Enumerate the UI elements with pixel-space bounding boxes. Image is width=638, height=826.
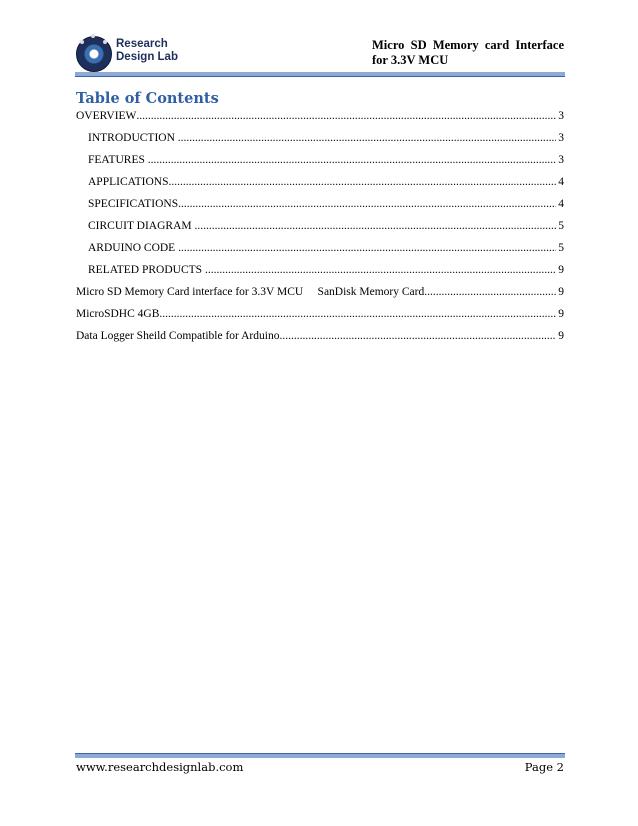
toc-entry[interactable] — [76, 110, 564, 128]
toc-entry[interactable] — [88, 198, 564, 216]
toc-entry[interactable] — [76, 330, 564, 348]
logo-dot-icon — [91, 34, 95, 38]
toc-entry-label: Micro SD Memory Card interface for 3.3V MCU SanDisk Memory Card — [76, 286, 425, 298]
logo-line-1: Research — [116, 38, 168, 50]
logo-text — [116, 38, 178, 64]
toc-entry-label: Data Logger Sheild Compatible for Arduino — [76, 330, 280, 342]
logo-dot-icon — [80, 40, 84, 44]
toc-entry-page: 4 — [558, 176, 564, 188]
company-logo — [76, 34, 186, 72]
toc-entry-label: ARDUINO CODE — [88, 242, 179, 254]
toc-entry[interactable] — [88, 132, 564, 150]
toc-leader-dots — [178, 242, 556, 254]
footer-url[interactable]: www.researchdesignlab.com — [76, 760, 244, 774]
header-rule — [75, 72, 565, 76]
toc-leader-dots — [178, 198, 556, 210]
toc-entry[interactable] — [76, 286, 564, 304]
toc-leader-dots — [148, 154, 557, 166]
toc-entry-label: APPLICATIONS — [88, 176, 169, 188]
toc-entry-label: CIRCUIT DIAGRAM — [88, 220, 195, 232]
toc-entry-page: 9 — [558, 264, 564, 276]
toc-heading: Table of Contents — [76, 90, 219, 107]
page-header — [0, 0, 638, 80]
toc-entry[interactable] — [88, 154, 564, 172]
toc-entry-page: 9 — [558, 308, 564, 320]
toc-leader-dots — [424, 286, 556, 298]
toc-entry-label: MicroSDHC 4GB — [76, 308, 160, 320]
logo-line-2: Design Lab — [116, 51, 178, 63]
toc-leader-dots — [205, 264, 556, 276]
toc-entry[interactable] — [88, 176, 564, 194]
toc-leader-dots — [279, 330, 556, 342]
toc-entry-label: OVERVIEW — [76, 110, 137, 122]
logo-dot-icon — [103, 40, 107, 44]
toc-entry-label: FEATURES — [88, 154, 148, 166]
toc-leader-dots — [195, 220, 557, 232]
toc-leader-dots — [169, 176, 557, 188]
toc-entry-page: 3 — [558, 154, 564, 166]
toc-entry[interactable] — [88, 242, 564, 260]
toc-entry[interactable] — [88, 220, 564, 238]
toc-entry-label: INTRODUCTION — [88, 132, 178, 144]
toc-entry[interactable] — [76, 308, 564, 326]
toc-entry-page: 3 — [558, 132, 564, 144]
toc-entry-page: 3 — [558, 110, 564, 122]
toc-entry-page: 9 — [558, 286, 564, 298]
footer-rule — [75, 753, 565, 754]
toc-entry-label: RELATED PRODUCTS — [88, 264, 205, 276]
document-title: Micro SD Memory card Interface for 3.3V MCU — [372, 38, 564, 67]
toc-entry-page: 5 — [558, 220, 564, 232]
toc-leader-dots — [178, 132, 556, 144]
toc-entry-label: SPECIFICATIONS — [88, 198, 179, 210]
toc-entry-page: 9 — [558, 330, 564, 342]
toc-entry-page: 4 — [558, 198, 564, 210]
toc-entry[interactable] — [88, 264, 564, 282]
toc-leader-dots — [136, 110, 556, 122]
footer-page-number: Page 2 — [524, 760, 564, 774]
toc-entry-page: 5 — [558, 242, 564, 254]
toc-leader-dots — [159, 308, 556, 320]
